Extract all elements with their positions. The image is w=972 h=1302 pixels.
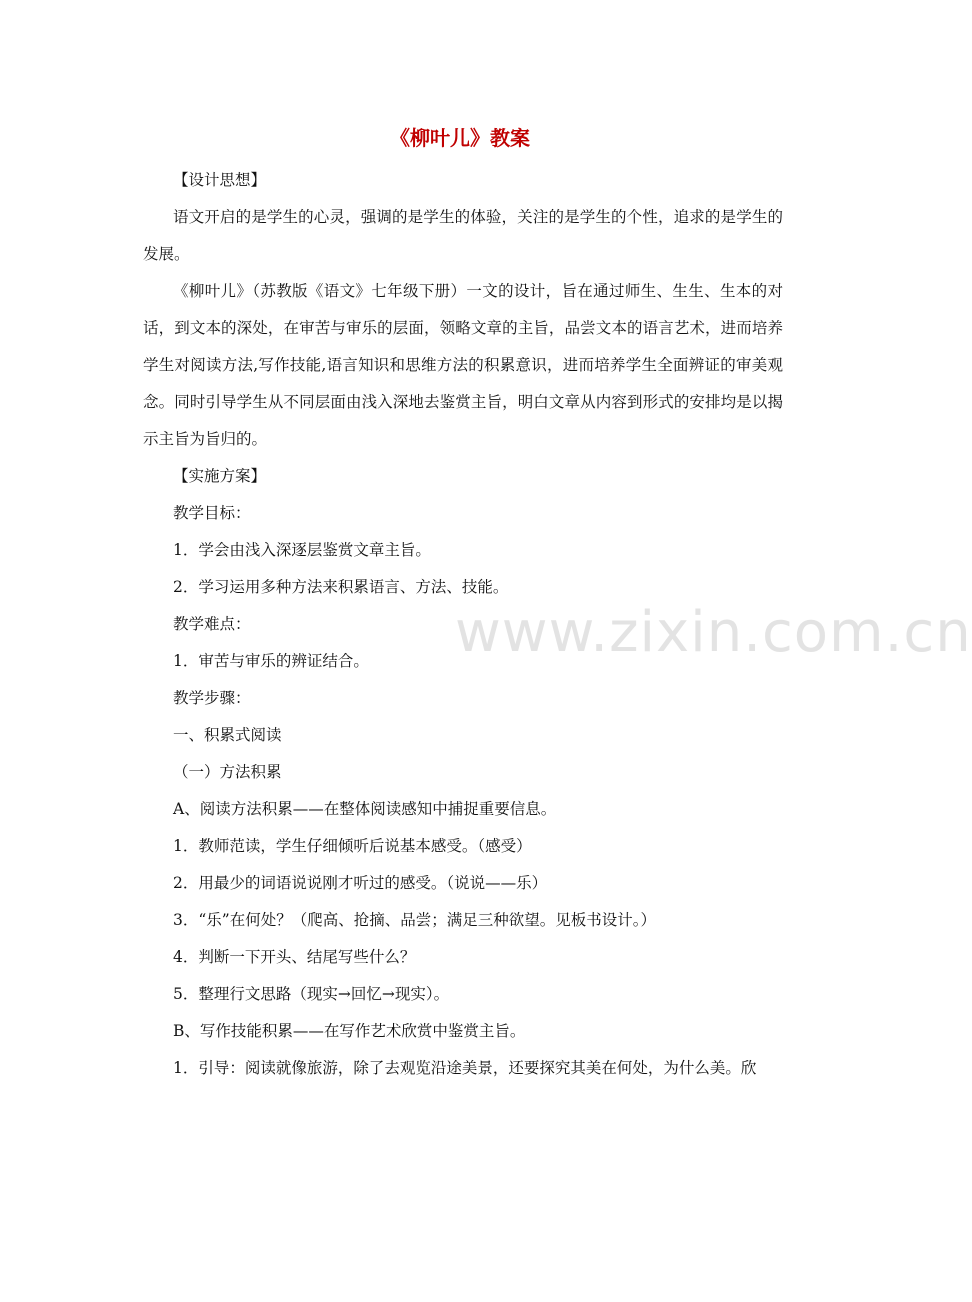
list-item: 5．整理行文思路（现实→回忆→现实）。 [173, 985, 450, 1003]
list-item: 4．判断一下开头、结尾写些什么？ [173, 948, 416, 966]
document-body [143, 162, 783, 1087]
section-heading-plan: 【实施方案】 [173, 467, 267, 485]
list-item: 1．学会由浅入深逐层鉴赏文章主旨。 [173, 541, 431, 559]
paragraph: （一）方法积累 [173, 763, 282, 781]
list-item: 1．引导：阅读就像旅游，除了去观览沿途美景，还要探究其美在何处，为什么美。欣 [173, 1059, 757, 1077]
list-item: 1．教师范读，学生仔细倾听后说基本感受。（感受） [173, 837, 532, 855]
paragraph: 一、积累式阅读 [173, 726, 282, 744]
paragraph: 教学难点： [173, 615, 251, 633]
list-item: 3．“乐”在何处？（爬高、抢摘、品尝；满足三种欲望。见板书设计。） [173, 911, 656, 929]
watermark: www.zixin.com.cn [455, 600, 972, 665]
list-item: 1．审苦与审乐的辨证结合。 [173, 652, 369, 670]
section-heading-design: 【设计思想】 [173, 171, 267, 189]
list-item: 2．学习运用多种方法来积累语言、方法、技能。 [173, 578, 509, 596]
paragraph: 教学目标： [173, 504, 251, 522]
paragraph: B、写作技能积累——在写作艺术欣赏中鉴赏主旨。 [173, 1022, 526, 1040]
paragraph: 语文开启的是学生的心灵，强调的是学生的体验，关注的是学生的个性，追求的是学生的发展。 [143, 208, 783, 263]
paragraph: 教学步骤： [173, 689, 251, 707]
paragraph: A、阅读方法积累——在整体阅读感知中捕捉重要信息。 [173, 800, 557, 818]
paragraph: 《柳叶儿》（苏教版《语文》七年级下册）一文的设计，旨在通过师生、生生、生本的对话，到文本的深处，在审苦与审乐的层面，领略文章的主旨，品尝文本的语言艺术，进而培养学生对阅读方法,写作技能,语言知识和思维方法的积累意识，进而培养学生全面辨证的审美观念。同时引导学生从不同层面由浅入深地去鉴赏主旨，明白文章从内容到形式的安排均是以揭示主旨为旨归的。 [143, 282, 783, 448]
list-item: 2．用最少的词语说说刚才听过的感受。（说说——乐） [173, 874, 548, 892]
document-title: 《柳叶儿》教案 [390, 126, 530, 150]
